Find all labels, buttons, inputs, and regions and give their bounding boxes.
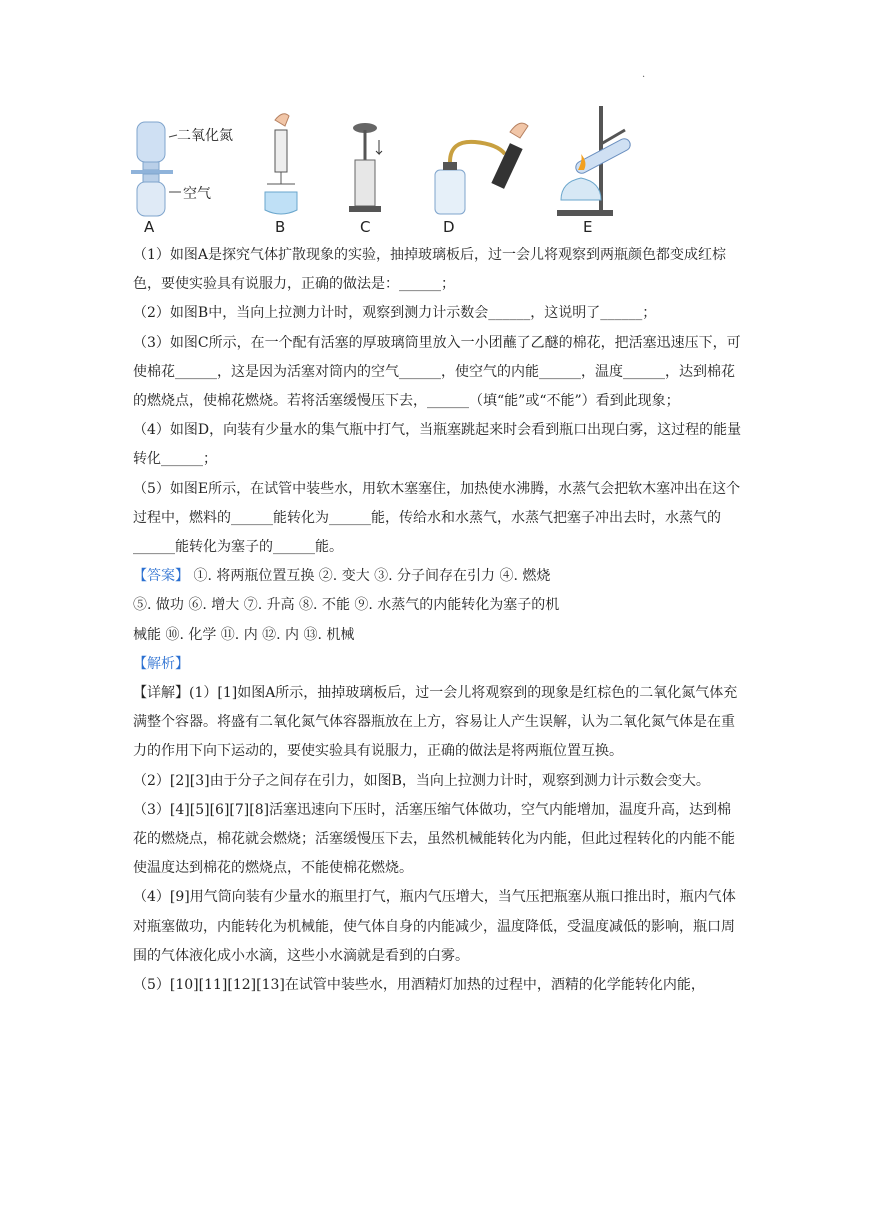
figure-letter-c: C xyxy=(360,218,371,236)
analysis-heading: 【解析】 xyxy=(133,655,189,672)
figure-letter-e: E xyxy=(583,218,593,236)
detail-heading: 【详解】 xyxy=(133,685,189,702)
question-1: （1）如图A是探究气体扩散现象的实验，抽掉玻璃板后，过一会儿将观察到两瓶颜色都变成红棕色，要使实验具有说服力，正确的做法是：______； xyxy=(133,247,727,293)
answer-heading: 【答案】 xyxy=(133,568,189,585)
page-dot: · xyxy=(642,72,646,83)
analysis-para-5: （5）[10][11][12][13]在试管中装些水，用酒精灯加热的过程中，酒精的化学能转化内能， xyxy=(133,977,705,994)
label-no2: 二氧化氮 xyxy=(177,128,233,144)
leader-no2 xyxy=(169,135,177,137)
piston-cylinder-c xyxy=(349,123,382,212)
answer-line-2: ⑤. 做功 ⑥. 增大 ⑦. 升高 ⑧. 不能 ⑨. 水蒸气的内能转化为塞子的机 xyxy=(133,597,560,614)
analysis-para-4: （4）[9]用气筒向装有少量水的瓶里打气，瓶内气压增大，当气压把瓶塞从瓶口推出时，瓶内气体对瓶塞做功，内能转化为机械能，使气体自身的内能减少，温度降低，受温度减低的影响，瓶口周围的气体液化成小水滴，这些小水滴就是看到的白雾。 xyxy=(133,889,736,964)
answer-items-1: ①. 将两瓶位置互换 ②. 变大 ③. 分子间存在引力 ④. 燃烧 xyxy=(189,568,551,585)
analysis-para-2: （2）[2][3]由于分子之间存在引力，如图B，当向上拉测力计时，观察到测力计示数会变大。 xyxy=(133,772,710,789)
figure-letter-d: D xyxy=(443,218,455,236)
question-content xyxy=(133,241,743,1000)
bottle-a-top xyxy=(137,122,165,170)
spring-scale-b xyxy=(265,114,297,214)
analysis-text-1: (1）[1]如图A所示，抽掉玻璃板后，过一会儿将观察到的现象是红棕色的二氧化氮气体充满整个容器。将盛有二氧化氮气体容器瓶放在上方，容易让人产生误解，认为二氧化氮气体是在重力的作用下向下运动的，要使实验具有说服力，正确的做法是将两瓶位置互换。 xyxy=(133,685,738,760)
question-5: （5）如图E所示，在试管中装些水，用软木塞塞住，加热使水沸腾，水蒸气会把软木塞冲出在这个过程中，燃料的______能转化为______能，传给水和水蒸气，水蒸气把塞子冲出去时，水蒸气的______能转化为塞子的______能。 xyxy=(133,480,741,556)
answer-line-1 xyxy=(133,562,743,591)
analysis-para-1 xyxy=(133,679,743,767)
label-air: 空气 xyxy=(183,186,211,202)
glass-plate xyxy=(131,170,173,174)
burner-stand-e xyxy=(557,106,632,216)
answer-line-3: 械能 ⑩. 化学 ⑪. 内 ⑫. 内 ⑬. 机械 xyxy=(133,626,355,643)
experiment-figure xyxy=(125,100,685,240)
bottle-a-bottom xyxy=(137,174,165,216)
question-3: （3）如图C所示，在一个配有活塞的厚玻璃筒里放入一小团蘸了乙醚的棉花，把活塞迅速压下，可使棉花______，这是因为活塞对筒内的空气______，使空气的内能______，温度______，达到棉花的燃烧点，使棉花燃烧。若将活塞缓慢压下去，______（填“能”或“不能”）看到此现象； xyxy=(133,334,741,410)
question-4: （4）如图D，向装有少量水的集气瓶中打气，当瓶塞跳起来时会看到瓶口出现白雾，这过程的能量转化______； xyxy=(133,422,742,468)
figure-letter-a: A xyxy=(144,218,155,236)
question-2: （2）如图B中，当向上拉测力计时，观察到测力计示数会______，这说明了______； xyxy=(133,305,657,322)
analysis-para-3: （3）[4][5][6][7][8]活塞迅速向下压时，活塞压缩气体做功，空气内能增加，温度升高，达到棉花的燃烧点，棉花就会燃烧；活塞缓慢压下去，虽然机械能转化为内能，但此过程转化的内能不能使温度达到棉花的燃烧点，不能使棉花燃烧。 xyxy=(133,801,735,877)
figure-letter-b: B xyxy=(275,218,286,236)
pump-bottle-d xyxy=(435,123,528,214)
